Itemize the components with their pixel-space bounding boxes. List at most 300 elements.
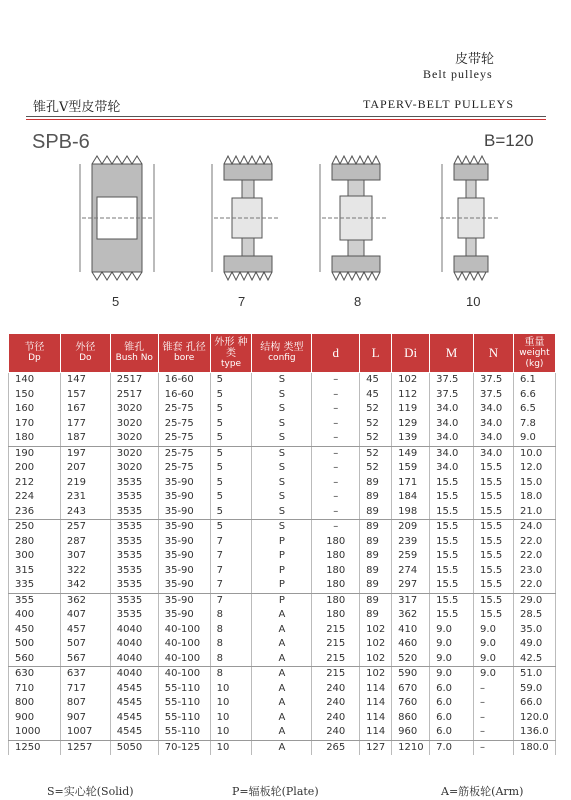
table-cell: 300 xyxy=(9,549,61,564)
table-cell: 149 xyxy=(392,446,430,461)
table-cell: 102 xyxy=(392,373,430,388)
table-cell: 89 xyxy=(360,564,392,579)
table-cell: 102 xyxy=(360,623,392,638)
table-cell: P xyxy=(252,593,312,608)
table-cell: 180 xyxy=(312,593,360,608)
column-header xyxy=(360,334,392,373)
table-cell: 102 xyxy=(360,637,392,652)
table-cell: 120.0 xyxy=(513,711,555,726)
table-cell: 25-75 xyxy=(158,402,210,417)
table-cell: 171 xyxy=(392,476,430,491)
table-cell: 40-100 xyxy=(158,637,210,652)
table-cell: 400 xyxy=(9,608,61,623)
table-cell: 34.0 xyxy=(474,446,514,461)
table-cell: 15.5 xyxy=(474,608,514,623)
column-header xyxy=(392,334,430,373)
table-cell: A xyxy=(252,682,312,697)
table-cell: 10 xyxy=(210,725,252,740)
table-cell: 280 xyxy=(9,535,61,550)
table-cell: 114 xyxy=(360,725,392,740)
section-title-cn: 锥孔V型皮带轮 xyxy=(33,100,121,115)
table-cell: 15.5 xyxy=(474,476,514,491)
table-cell: 5 xyxy=(210,476,252,491)
table-row xyxy=(9,682,556,697)
table-cell: 66.0 xyxy=(513,696,555,711)
column-header-en: Di xyxy=(404,344,418,360)
table-cell: S xyxy=(252,446,312,461)
table-cell: 35-90 xyxy=(158,549,210,564)
table-cell: 22.0 xyxy=(513,578,555,593)
table-cell: P xyxy=(252,578,312,593)
table-cell: 15.5 xyxy=(474,564,514,579)
column-header-en: bore xyxy=(174,353,195,363)
column-header-cn: 锥套 孔径 xyxy=(162,342,206,353)
table-cell: 3020 xyxy=(110,431,158,446)
drawing-label: 10 xyxy=(466,294,481,309)
table-cell: 28.5 xyxy=(513,608,555,623)
table-cell: 114 xyxy=(360,711,392,726)
table-cell: 7.0 xyxy=(430,740,474,755)
table-cell: 55-110 xyxy=(158,696,210,711)
table-cell: 15.5 xyxy=(474,593,514,608)
table-cell: 59.0 xyxy=(513,682,555,697)
table-cell: 2517 xyxy=(110,388,158,403)
column-header-en: config xyxy=(268,353,296,363)
table-cell: 180 xyxy=(9,431,61,446)
pulley-drawing-type-8 xyxy=(312,152,392,296)
table-cell: 102 xyxy=(360,667,392,682)
table-cell: 5 xyxy=(210,431,252,446)
table-cell: P xyxy=(252,535,312,550)
drawing-label: 7 xyxy=(238,294,246,309)
table-cell: 197 xyxy=(60,446,110,461)
table-cell: 239 xyxy=(392,535,430,550)
table-cell: 3020 xyxy=(110,402,158,417)
column-header-cn: 重量 xyxy=(524,336,545,348)
table-cell: 240 xyxy=(312,711,360,726)
table-cell: 157 xyxy=(60,388,110,403)
table-cell: 5 xyxy=(210,490,252,505)
table-cell: 3535 xyxy=(110,490,158,505)
drawing-label: 5 xyxy=(112,294,120,309)
table-cell: 35-90 xyxy=(158,476,210,491)
table-cell: – xyxy=(312,490,360,505)
column-header xyxy=(430,334,474,373)
table-cell: 34.0 xyxy=(430,402,474,417)
table-cell: 45 xyxy=(360,388,392,403)
drawing-label: 8 xyxy=(354,294,362,309)
table-cell: P xyxy=(252,549,312,564)
column-header xyxy=(110,334,158,373)
column-header xyxy=(312,334,360,373)
column-header-en: L xyxy=(371,344,380,360)
table-cell: 9.0 xyxy=(430,652,474,667)
table-cell: 200 xyxy=(9,461,61,476)
column-header-en: Dp xyxy=(28,353,41,363)
table-cell: 15.5 xyxy=(430,593,474,608)
table-cell: 15.5 xyxy=(474,490,514,505)
table-row xyxy=(9,593,556,608)
table-cell: 70-125 xyxy=(158,740,210,755)
table-cell: 160 xyxy=(9,402,61,417)
column-header xyxy=(210,334,252,373)
table-cell: 34.0 xyxy=(474,431,514,446)
table-cell: 4040 xyxy=(110,623,158,638)
table-cell: 184 xyxy=(392,490,430,505)
table-cell: 34.0 xyxy=(430,461,474,476)
table-cell: 3020 xyxy=(110,461,158,476)
table-cell: 460 xyxy=(392,637,430,652)
table-cell: A xyxy=(252,725,312,740)
table-cell: 15.0 xyxy=(513,476,555,491)
table-cell: S xyxy=(252,373,312,388)
table-cell: 2517 xyxy=(110,373,158,388)
table-cell: 29.0 xyxy=(513,593,555,608)
table-cell: 630 xyxy=(9,667,61,682)
table-cell: 89 xyxy=(360,520,392,535)
table-cell: 5 xyxy=(210,388,252,403)
table-cell: 8 xyxy=(210,623,252,638)
table-cell: 139 xyxy=(392,431,430,446)
table-cell: 240 xyxy=(312,725,360,740)
table-cell: 55-110 xyxy=(158,725,210,740)
table-cell: 34.0 xyxy=(430,417,474,432)
table-cell: S xyxy=(252,490,312,505)
table-cell: 5050 xyxy=(110,740,158,755)
table-cell: 10 xyxy=(210,696,252,711)
table-cell: 450 xyxy=(9,623,61,638)
column-header-en: M xyxy=(445,344,458,360)
table-cell: 342 xyxy=(60,578,110,593)
table-cell: 6.0 xyxy=(430,711,474,726)
table-cell: 15.5 xyxy=(430,520,474,535)
table-cell: – xyxy=(474,711,514,726)
table-body xyxy=(9,373,556,756)
table-cell: 265 xyxy=(312,740,360,755)
table-cell: 960 xyxy=(392,725,430,740)
table-cell: 40-100 xyxy=(158,667,210,682)
page-title-en: Belt pulleys xyxy=(423,67,493,81)
table-cell: 7.8 xyxy=(513,417,555,432)
table-cell: 4545 xyxy=(110,696,158,711)
table-cell: 5 xyxy=(210,461,252,476)
table-cell: 860 xyxy=(392,711,430,726)
table-cell: 25-75 xyxy=(158,417,210,432)
table-cell: 15.5 xyxy=(474,505,514,520)
table-cell: 51.0 xyxy=(513,667,555,682)
table-cell: 1250 xyxy=(9,740,61,755)
table-cell: 34.0 xyxy=(430,431,474,446)
table-cell: 16-60 xyxy=(158,373,210,388)
table-cell: 37.5 xyxy=(474,373,514,388)
table-cell: 4040 xyxy=(110,652,158,667)
table-cell: 187 xyxy=(60,431,110,446)
legend-plate: P=辐板轮(Plate) xyxy=(232,785,319,798)
section-title-en: TAPERV-BELT PULLEYS xyxy=(363,97,514,111)
column-header xyxy=(158,334,210,373)
table-row xyxy=(9,740,556,755)
column-header-cn: 锥孔 xyxy=(124,342,145,353)
table-cell: 35-90 xyxy=(158,505,210,520)
table-cell: 112 xyxy=(392,388,430,403)
table-cell: 7 xyxy=(210,535,252,550)
table-cell: 6.1 xyxy=(513,373,555,388)
table-cell: 10 xyxy=(210,682,252,697)
table-cell: 35-90 xyxy=(158,535,210,550)
table-cell: 637 xyxy=(60,667,110,682)
table-cell: 240 xyxy=(312,696,360,711)
table-cell: 35.0 xyxy=(513,623,555,638)
table-cell: 15.5 xyxy=(430,578,474,593)
table-cell: 274 xyxy=(392,564,430,579)
table-cell: 34.0 xyxy=(474,402,514,417)
table-cell: 250 xyxy=(9,520,61,535)
table-cell: 9.0 xyxy=(474,637,514,652)
table-cell: 127 xyxy=(360,740,392,755)
table-cell: 22.0 xyxy=(513,549,555,564)
table-cell: 4545 xyxy=(110,682,158,697)
table-row xyxy=(9,431,556,446)
table-cell: 3020 xyxy=(110,446,158,461)
divider xyxy=(26,116,546,117)
table-cell: 231 xyxy=(60,490,110,505)
table-cell: 15.5 xyxy=(430,608,474,623)
column-header-cn: 结构 类型 xyxy=(260,342,304,353)
table-cell: 7 xyxy=(210,578,252,593)
table-cell: 22.0 xyxy=(513,535,555,550)
column-header-cn: 外径 xyxy=(75,342,96,353)
table-cell: – xyxy=(474,725,514,740)
table-cell: 240 xyxy=(312,682,360,697)
table-cell: 37.5 xyxy=(430,388,474,403)
table-cell: 52 xyxy=(360,446,392,461)
table-cell: 180.0 xyxy=(513,740,555,755)
table-row xyxy=(9,373,556,388)
table-cell: 89 xyxy=(360,476,392,491)
table-cell: 900 xyxy=(9,711,61,726)
table-cell: 15.5 xyxy=(430,476,474,491)
table-cell: 7 xyxy=(210,549,252,564)
table-cell: 212 xyxy=(9,476,61,491)
table-cell: 3535 xyxy=(110,535,158,550)
table-cell: 89 xyxy=(360,505,392,520)
table-cell: 15.5 xyxy=(430,549,474,564)
table-cell: 136.0 xyxy=(513,725,555,740)
table-cell: 25-75 xyxy=(158,461,210,476)
table-cell: 3535 xyxy=(110,520,158,535)
table-cell: A xyxy=(252,667,312,682)
table-cell: – xyxy=(312,417,360,432)
column-header-cn: 节径 xyxy=(24,342,45,353)
table-cell: 287 xyxy=(60,535,110,550)
pulley-drawing-type-7 xyxy=(204,152,284,296)
table-cell: 9.0 xyxy=(474,652,514,667)
table-cell: 5 xyxy=(210,520,252,535)
legend-arm: A=筋板轮(Arm) xyxy=(441,785,524,798)
table-cell: S xyxy=(252,476,312,491)
column-header-en: Bush No xyxy=(115,353,153,363)
table-cell: 215 xyxy=(312,667,360,682)
table-row xyxy=(9,725,556,740)
table-cell: 259 xyxy=(392,549,430,564)
table-cell: 8 xyxy=(210,608,252,623)
table-cell: 1000 xyxy=(9,725,61,740)
table-cell: S xyxy=(252,417,312,432)
table-cell: 3020 xyxy=(110,417,158,432)
pulley-spec-table xyxy=(8,333,556,755)
table-cell: 9.0 xyxy=(474,667,514,682)
table-cell: 5 xyxy=(210,417,252,432)
table-cell: 55-110 xyxy=(158,682,210,697)
table-row xyxy=(9,505,556,520)
table-cell: 297 xyxy=(392,578,430,593)
table-cell: 3535 xyxy=(110,578,158,593)
table-cell: 410 xyxy=(392,623,430,638)
table-cell: – xyxy=(312,461,360,476)
table-cell: 102 xyxy=(360,652,392,667)
table-row xyxy=(9,711,556,726)
table-cell: 670 xyxy=(392,682,430,697)
table-cell: 209 xyxy=(392,520,430,535)
table-row xyxy=(9,476,556,491)
table-cell: 10 xyxy=(210,740,252,755)
table-cell: S xyxy=(252,431,312,446)
table-cell: 167 xyxy=(60,402,110,417)
table-cell: 35-90 xyxy=(158,564,210,579)
table-cell: – xyxy=(312,446,360,461)
table-cell: 215 xyxy=(312,623,360,638)
table-cell: 114 xyxy=(360,696,392,711)
table-cell: 1007 xyxy=(60,725,110,740)
table-cell: A xyxy=(252,696,312,711)
table-row xyxy=(9,549,556,564)
table-cell: 49.0 xyxy=(513,637,555,652)
table-cell: 807 xyxy=(60,696,110,711)
column-header-en: weight (kg) xyxy=(519,347,550,369)
table-row xyxy=(9,520,556,535)
table-cell: 567 xyxy=(60,652,110,667)
table-cell: S xyxy=(252,402,312,417)
table-cell: 52 xyxy=(360,402,392,417)
table-cell: 7 xyxy=(210,564,252,579)
table-cell: 257 xyxy=(60,520,110,535)
table-cell: A xyxy=(252,711,312,726)
column-header-en: d xyxy=(332,344,339,360)
table-row xyxy=(9,652,556,667)
table-cell: 89 xyxy=(360,535,392,550)
table-cell: 55-110 xyxy=(158,711,210,726)
table-cell: 6.6 xyxy=(513,388,555,403)
table-cell: 147 xyxy=(60,373,110,388)
table-cell: 150 xyxy=(9,388,61,403)
table-cell: S xyxy=(252,520,312,535)
table-cell: 89 xyxy=(360,490,392,505)
table-cell: 34.0 xyxy=(430,446,474,461)
table-cell: 3535 xyxy=(110,505,158,520)
table-cell: 89 xyxy=(360,593,392,608)
column-header xyxy=(60,334,110,373)
table-cell: 507 xyxy=(60,637,110,652)
model-code: SPB-6 xyxy=(32,131,90,153)
table-cell: 89 xyxy=(360,578,392,593)
table-cell: 21.0 xyxy=(513,505,555,520)
table-cell: 23.0 xyxy=(513,564,555,579)
table-cell: 15.5 xyxy=(474,461,514,476)
table-row xyxy=(9,637,556,652)
table-cell: 1210 xyxy=(392,740,430,755)
table-cell: 5 xyxy=(210,505,252,520)
table-cell: 15.5 xyxy=(430,535,474,550)
table-cell: 362 xyxy=(60,593,110,608)
b-width: B=120 xyxy=(484,131,534,150)
table-cell: 119 xyxy=(392,402,430,417)
table-cell: 4040 xyxy=(110,637,158,652)
table-cell: 45 xyxy=(360,373,392,388)
table-cell: A xyxy=(252,608,312,623)
table-cell: 52 xyxy=(360,431,392,446)
column-header-cn: 外形 种类 xyxy=(214,336,248,359)
table-cell: 215 xyxy=(312,652,360,667)
table-row xyxy=(9,446,556,461)
table-cell: 35-90 xyxy=(158,578,210,593)
table-cell: 12.0 xyxy=(513,461,555,476)
table-cell: 362 xyxy=(392,608,430,623)
column-header-en: N xyxy=(488,344,499,360)
table-cell: 37.5 xyxy=(430,373,474,388)
table-cell: 198 xyxy=(392,505,430,520)
table-cell: 15.5 xyxy=(474,520,514,535)
table-cell: 52 xyxy=(360,417,392,432)
table-cell: 89 xyxy=(360,608,392,623)
table-cell: 907 xyxy=(60,711,110,726)
table-cell: 129 xyxy=(392,417,430,432)
table-cell: 500 xyxy=(9,637,61,652)
table-cell: 8 xyxy=(210,637,252,652)
table-cell: 140 xyxy=(9,373,61,388)
table-cell: – xyxy=(474,740,514,755)
pulley-drawing-type-5 xyxy=(72,152,162,296)
table-cell: 7 xyxy=(210,593,252,608)
table-cell: 25-75 xyxy=(158,431,210,446)
table-cell: 180 xyxy=(312,549,360,564)
table-cell: – xyxy=(312,431,360,446)
table-cell: – xyxy=(474,682,514,697)
table-cell: 34.0 xyxy=(474,417,514,432)
table-cell: 114 xyxy=(360,682,392,697)
table-cell: 8 xyxy=(210,652,252,667)
table-cell: 322 xyxy=(60,564,110,579)
table-cell: 35-90 xyxy=(158,520,210,535)
table-cell: 407 xyxy=(60,608,110,623)
table-cell: 37.5 xyxy=(474,388,514,403)
table-cell: 190 xyxy=(9,446,61,461)
table-cell: 243 xyxy=(60,505,110,520)
table-cell: 15.5 xyxy=(430,564,474,579)
table-cell: 717 xyxy=(60,682,110,697)
table-cell: 8 xyxy=(210,667,252,682)
table-cell: 6.0 xyxy=(430,725,474,740)
table-cell: P xyxy=(252,564,312,579)
table-cell: 18.0 xyxy=(513,490,555,505)
table-cell: 177 xyxy=(60,417,110,432)
table-cell: 3535 xyxy=(110,608,158,623)
table-cell: 9.0 xyxy=(430,637,474,652)
table-cell: 15.5 xyxy=(474,578,514,593)
legend-solid: S=实心轮(Solid) xyxy=(47,785,134,798)
table-cell: 315 xyxy=(9,564,61,579)
table-cell: 6.5 xyxy=(513,402,555,417)
table-cell: 4040 xyxy=(110,667,158,682)
